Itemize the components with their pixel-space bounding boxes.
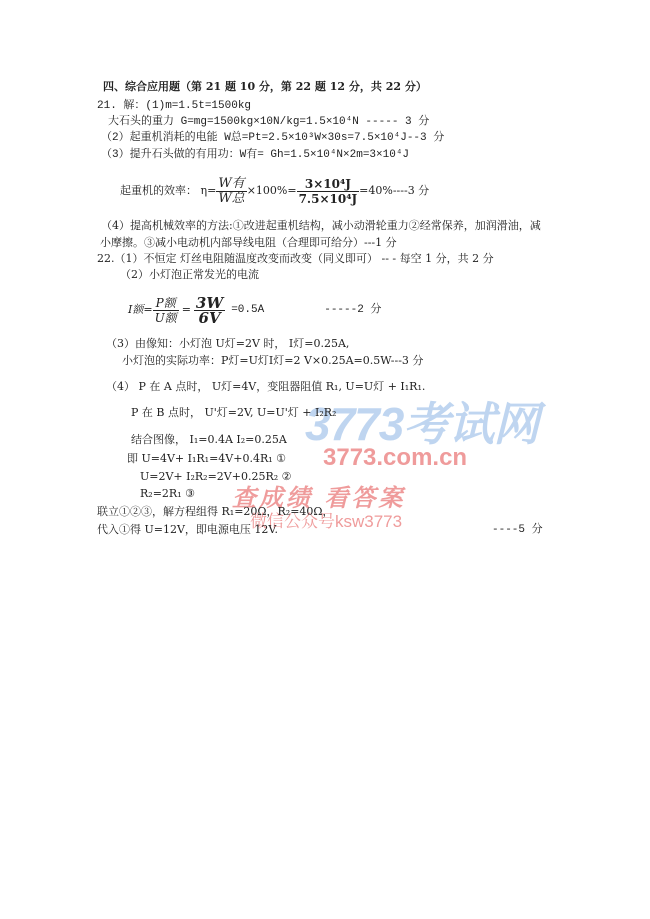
q21-line-mass: 21. 解：(1)m=1.5t=1500kg bbox=[97, 100, 252, 112]
q21-line-gravity: 大石头的重力 G=mg=1500kg×10N/kg=1.5×10⁴N ----- 3 分 bbox=[108, 116, 430, 128]
i-fraction-numeric bbox=[194, 293, 225, 327]
eff-label: 起重机的效率： η= bbox=[120, 184, 217, 197]
q22-line-10: U=2V+ I₂R₂=2V+0.25R₂ ② bbox=[140, 470, 292, 483]
i-numerator: P额 bbox=[153, 296, 179, 311]
q22-line-2: （2）小灯泡正常发光的电流 bbox=[120, 268, 259, 281]
q22-line-12: 联立①②③，解方程组得 R₁=20Ω，R₂=40Ω， bbox=[97, 505, 334, 518]
eff-numerator-value: 3×10⁴J bbox=[297, 177, 360, 192]
i-label: I额= bbox=[128, 303, 153, 316]
q21-line-methods: （4）提高机械效率的方法:①改进起重机结构，减小动滑轮重力②经常保养，加润滑油，减 bbox=[101, 219, 541, 232]
watermark-wechat: 微信公众号ksw3773 bbox=[250, 512, 403, 531]
q22-line-8: 结合图像， I₁=0.4A I₂=0.25A bbox=[131, 433, 287, 446]
q21-line-energy: （2）起重机消耗的电能 W总=Pt=2.5×10³W×30s=7.5×10⁴J--3 分 bbox=[101, 132, 445, 144]
watermark-domain: 3773.com.cn bbox=[323, 444, 468, 471]
eff-tail: =40%----3 分 bbox=[359, 184, 430, 197]
i-eq: = bbox=[181, 303, 191, 316]
q22-line-6: （4） P 在 A 点时， U灯=4V，变阻器阻值 R₁, U=U灯 + I₁R₁. bbox=[106, 380, 426, 393]
i-denominator: U额 bbox=[154, 310, 177, 325]
i-score: -----2 分 bbox=[324, 304, 382, 316]
eff-numerator: W有 bbox=[218, 175, 245, 191]
eff-denominator: W总 bbox=[218, 190, 245, 206]
q21-efficiency-formula bbox=[120, 170, 429, 212]
eff-fraction-symbolic bbox=[216, 177, 246, 206]
q22-line-1: 22.（1）不恒定 灯丝电阻随温度改变而改变（同义即可） -- - 每空 1 分，共 2 分 bbox=[97, 252, 494, 265]
eff-denominator-value: 7.5×10⁴J bbox=[298, 191, 358, 206]
i-fraction-symbolic bbox=[153, 296, 179, 325]
q21-line-methods-cont: 小摩擦。③减小电动机内部导线电阻（合理即可给分）---1 分 bbox=[100, 236, 397, 249]
i-tail: =0.5A bbox=[231, 304, 265, 316]
q22-line-11: R₂=2R₁ ③ bbox=[140, 487, 195, 500]
q22-line-4: （3）由像知：小灯泡 U灯=2V 时， I灯=0.25A, bbox=[106, 337, 350, 350]
q22-line-13-score: ----5 分 bbox=[492, 524, 543, 536]
eff-mid: ×100%= bbox=[246, 184, 297, 197]
q22-line-7: P 在 B 点时， U'灯=2V, U=U'灯 + I₂R₂ bbox=[131, 406, 337, 419]
watermark-logo: 3773考试网 bbox=[305, 398, 539, 450]
q22-current-formula bbox=[128, 290, 381, 330]
eff-fraction-numeric bbox=[297, 177, 360, 206]
i-numerator-value: 3W bbox=[195, 293, 224, 312]
q21-line-useful-work: （3）提升石头做的有用功：W有= Gh=1.5×10⁴N×2m=3×10⁴J bbox=[101, 149, 410, 161]
q22-line-9: 即 U=4V+ I₁R₁=4V+0.4R₁ ① bbox=[127, 452, 287, 465]
q22-line-5: 小灯泡的实际功率：P灯=U灯I灯=2 V×0.25A=0.5W---3 分 bbox=[122, 354, 424, 367]
watermark-slogan: 查成绩 看答案 bbox=[232, 483, 406, 512]
section-title: 四、综合应用题（第 21 题 10 分，第 22 题 12 分，共 22 分） bbox=[103, 80, 427, 93]
q22-line-13: 代入①得 U=12V，即电源电压 12V. bbox=[97, 523, 278, 536]
i-denominator-value: 6V bbox=[198, 308, 221, 327]
